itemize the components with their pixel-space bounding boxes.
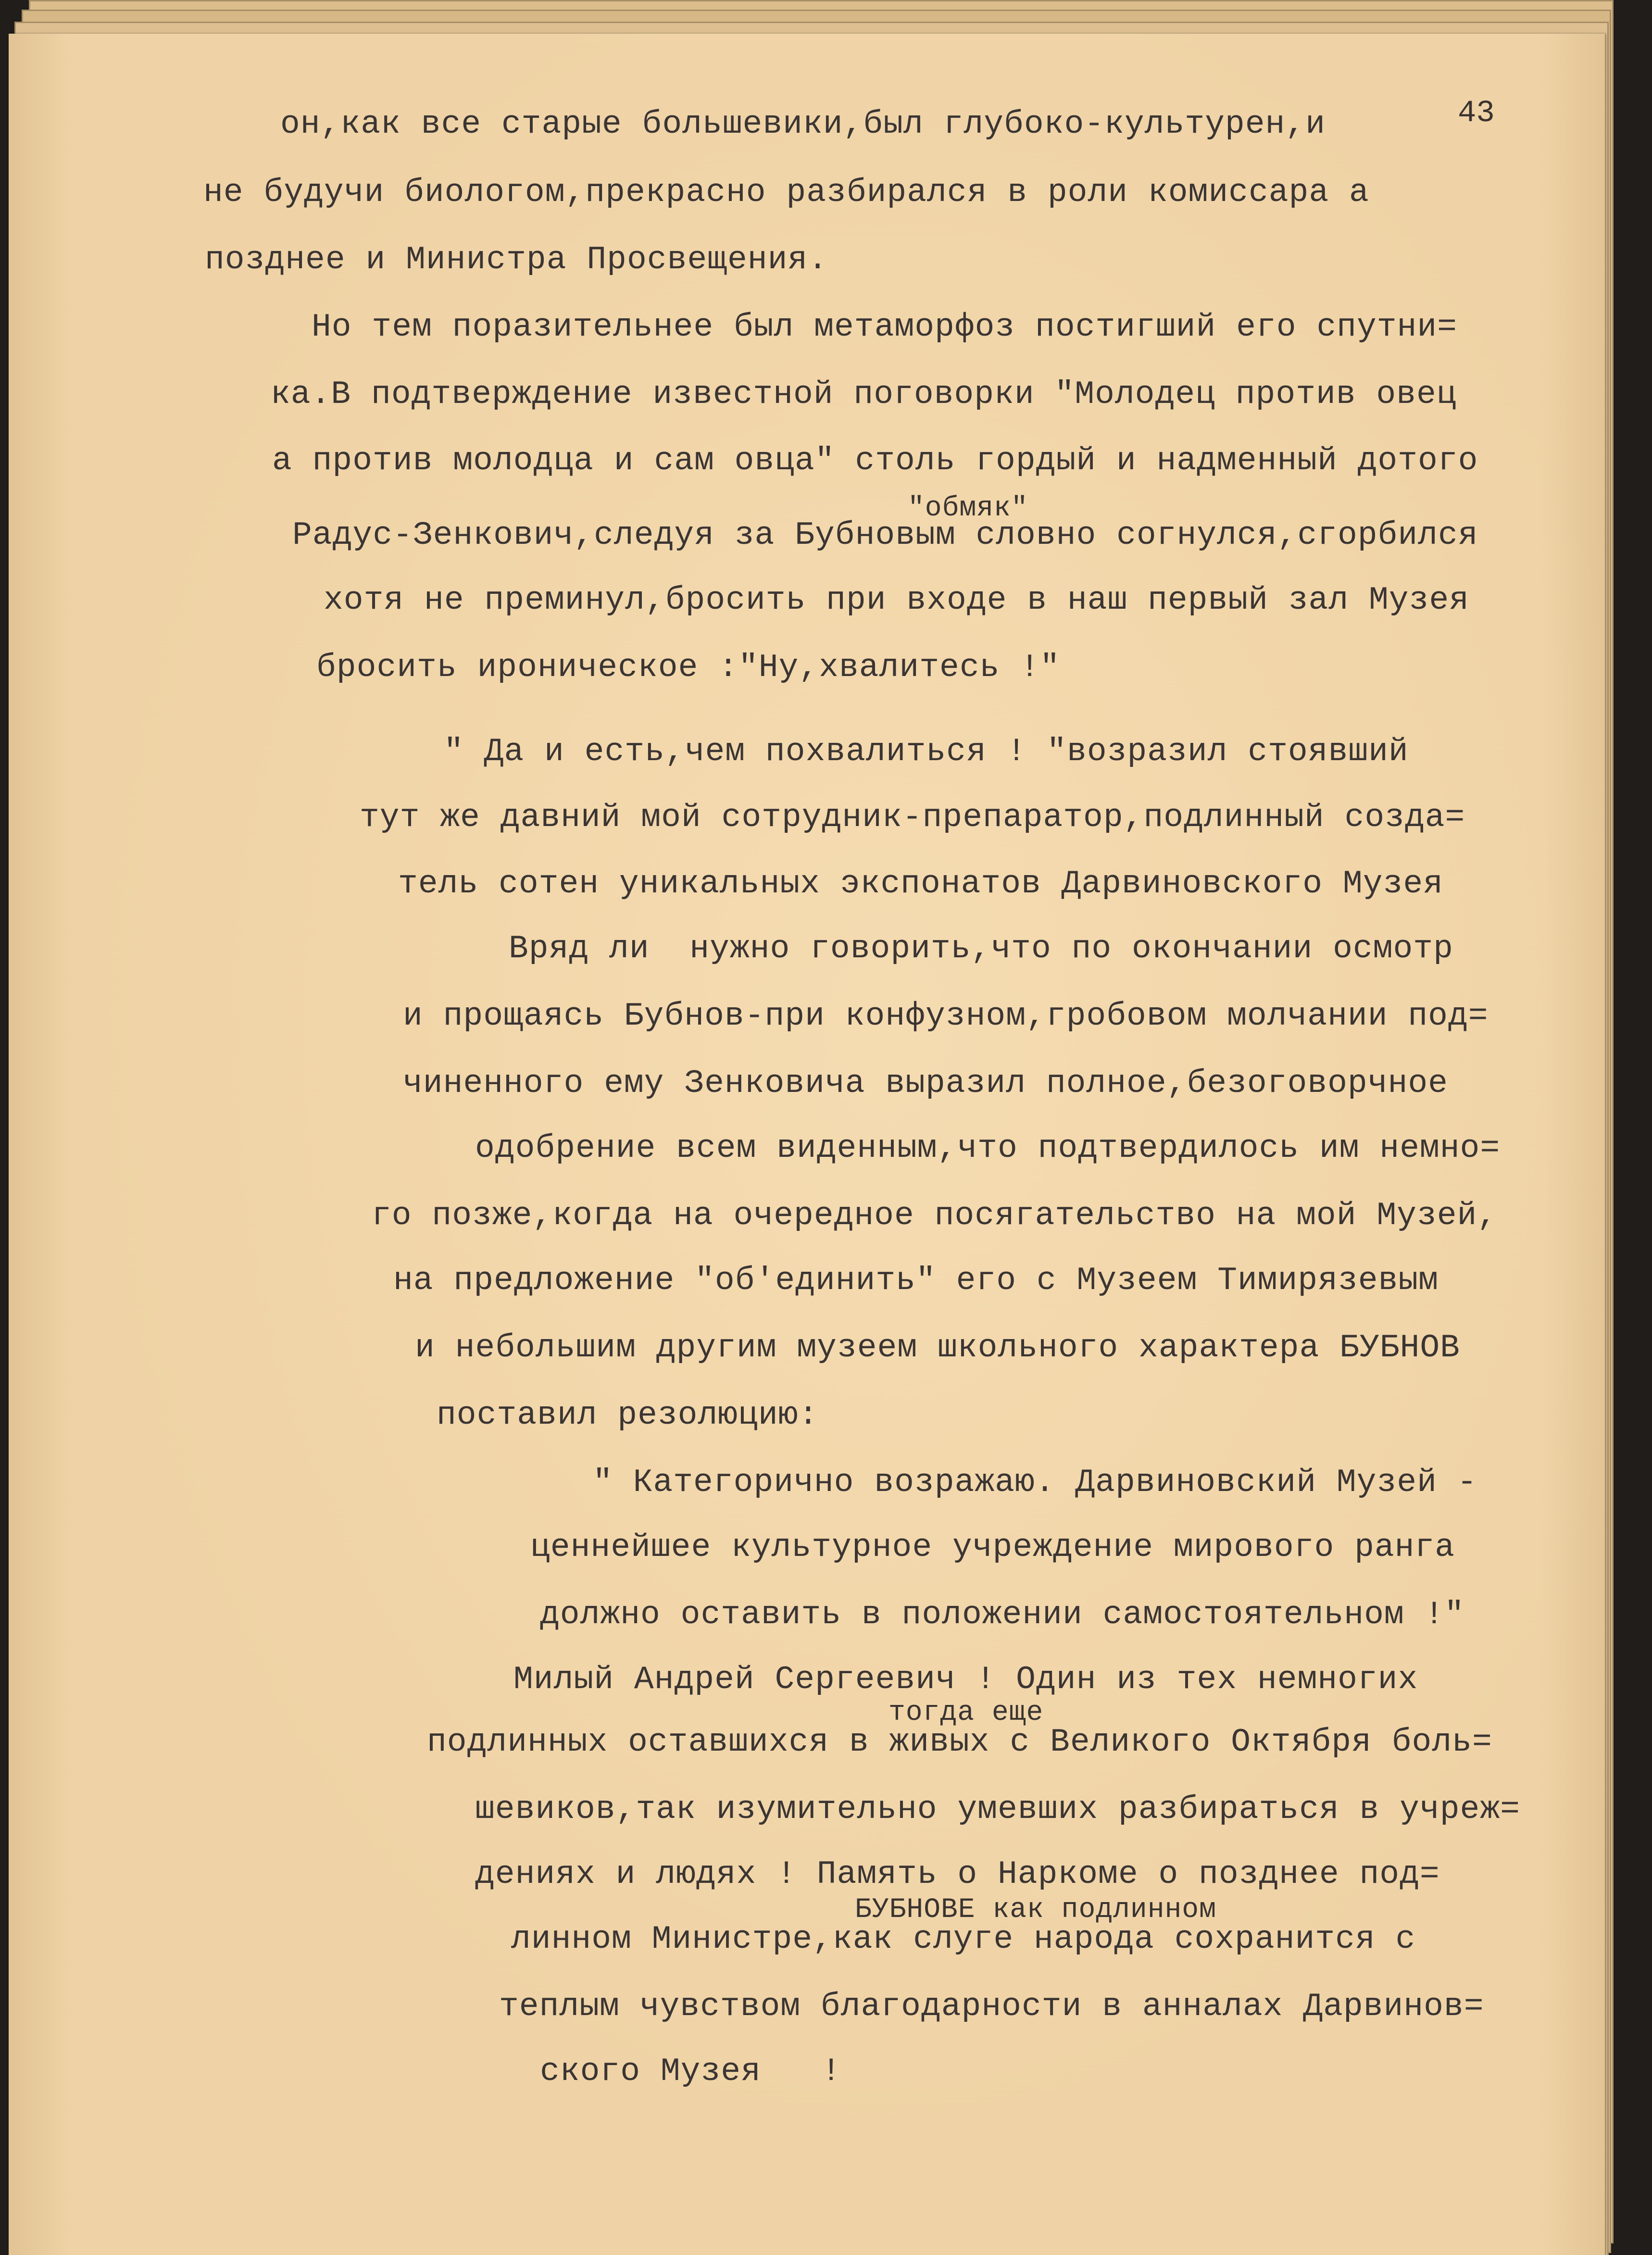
text-line: на предложение "об'единить" его с Музеем Тимирязевым xyxy=(393,1262,1439,1299)
text-line: бросить ироническое :"Ну,хвалитесь !" xyxy=(316,649,1060,686)
text-line: ского Музея ! xyxy=(540,2053,842,2090)
text-line: Радус-Зенкович,следуя за Бубновым словно согнулся,сгорбился xyxy=(292,517,1478,554)
handwritten-insertion: БУБНОВЕ как подлинном xyxy=(855,1894,1216,1926)
text-line: и небольшим другим музеем школьного характера БУБНОВ xyxy=(415,1329,1460,1366)
text-line: го позже,когда на очередное посягательство на мой Музей, xyxy=(372,1197,1498,1234)
text-line: Но тем поразительнее был метаморфоз постигший его спутни= xyxy=(312,309,1457,346)
typewritten-page xyxy=(9,34,1605,2255)
page-number: 43 xyxy=(1458,96,1495,131)
text-line: позднее и Министра Просвещения. xyxy=(205,241,828,278)
handwritten-insertion: "обмяк" xyxy=(908,493,1028,524)
text-line: линном Министре,как слуге народа сохранится с xyxy=(511,1921,1416,1958)
text-line: тут же давний мой сотрудник-препаратор,подлинный созда= xyxy=(360,799,1465,836)
text-line: поставил резолюцию: xyxy=(437,1397,819,1434)
text-line: не будучи биологом,прекрасно разбирался в роли комиссара а xyxy=(203,174,1369,211)
text-line: Милый Андрей Сергеевич ! Один из тех немногих xyxy=(513,1661,1418,1698)
text-line: " Да и есть,чем похвалиться ! "возразил стоявший xyxy=(444,733,1409,770)
text-line: должно оставить в положении самостоятельном !" xyxy=(540,1596,1465,1633)
text-line: шевиков,так изумительно умевших разбираться в учреж= xyxy=(475,1791,1520,1828)
text-line: чиненного ему Зенковича выразил полное,безоговорчное xyxy=(403,1065,1448,1102)
text-line: одобрение всем виденным,что подтвердилось им немно= xyxy=(475,1130,1501,1167)
text-line: ценнейшее культурное учреждение мирового ранга xyxy=(530,1529,1455,1566)
text-line: дениях и людях ! Память о Наркоме о позднее под= xyxy=(475,1856,1440,1893)
text-line: а против молодца и сам овца" столь гордый и надменный дотого xyxy=(272,442,1478,479)
text-line: и прощаясь Бубнов-при конфузном,гробовом молчании под= xyxy=(403,998,1489,1035)
text-line: он,как все старые большевики,был глубоко-культурен,и xyxy=(280,106,1326,143)
text-line: хотя не преминул,бросить при входе в наш первый зал Музея xyxy=(324,582,1469,619)
handwritten-insertion: тогда еще xyxy=(889,1697,1044,1729)
text-line: теплым чувством благодарности в анналах Дарвинов= xyxy=(499,1988,1484,2025)
text-line: Вряд ли нужно говорить,что по окончании осмотр xyxy=(509,930,1453,967)
text-line: ка.В подтверждение известной поговорки "Молодец против овец xyxy=(271,376,1457,413)
text-line: тель сотен уникальных экспонатов Дарвиновского Музея xyxy=(398,865,1443,902)
text-line: " Категорично возражаю. Дарвиновский Музей - xyxy=(593,1464,1477,1501)
text-line: подлинных оставшихся в живых с Великого Октября боль= xyxy=(427,1724,1492,1761)
